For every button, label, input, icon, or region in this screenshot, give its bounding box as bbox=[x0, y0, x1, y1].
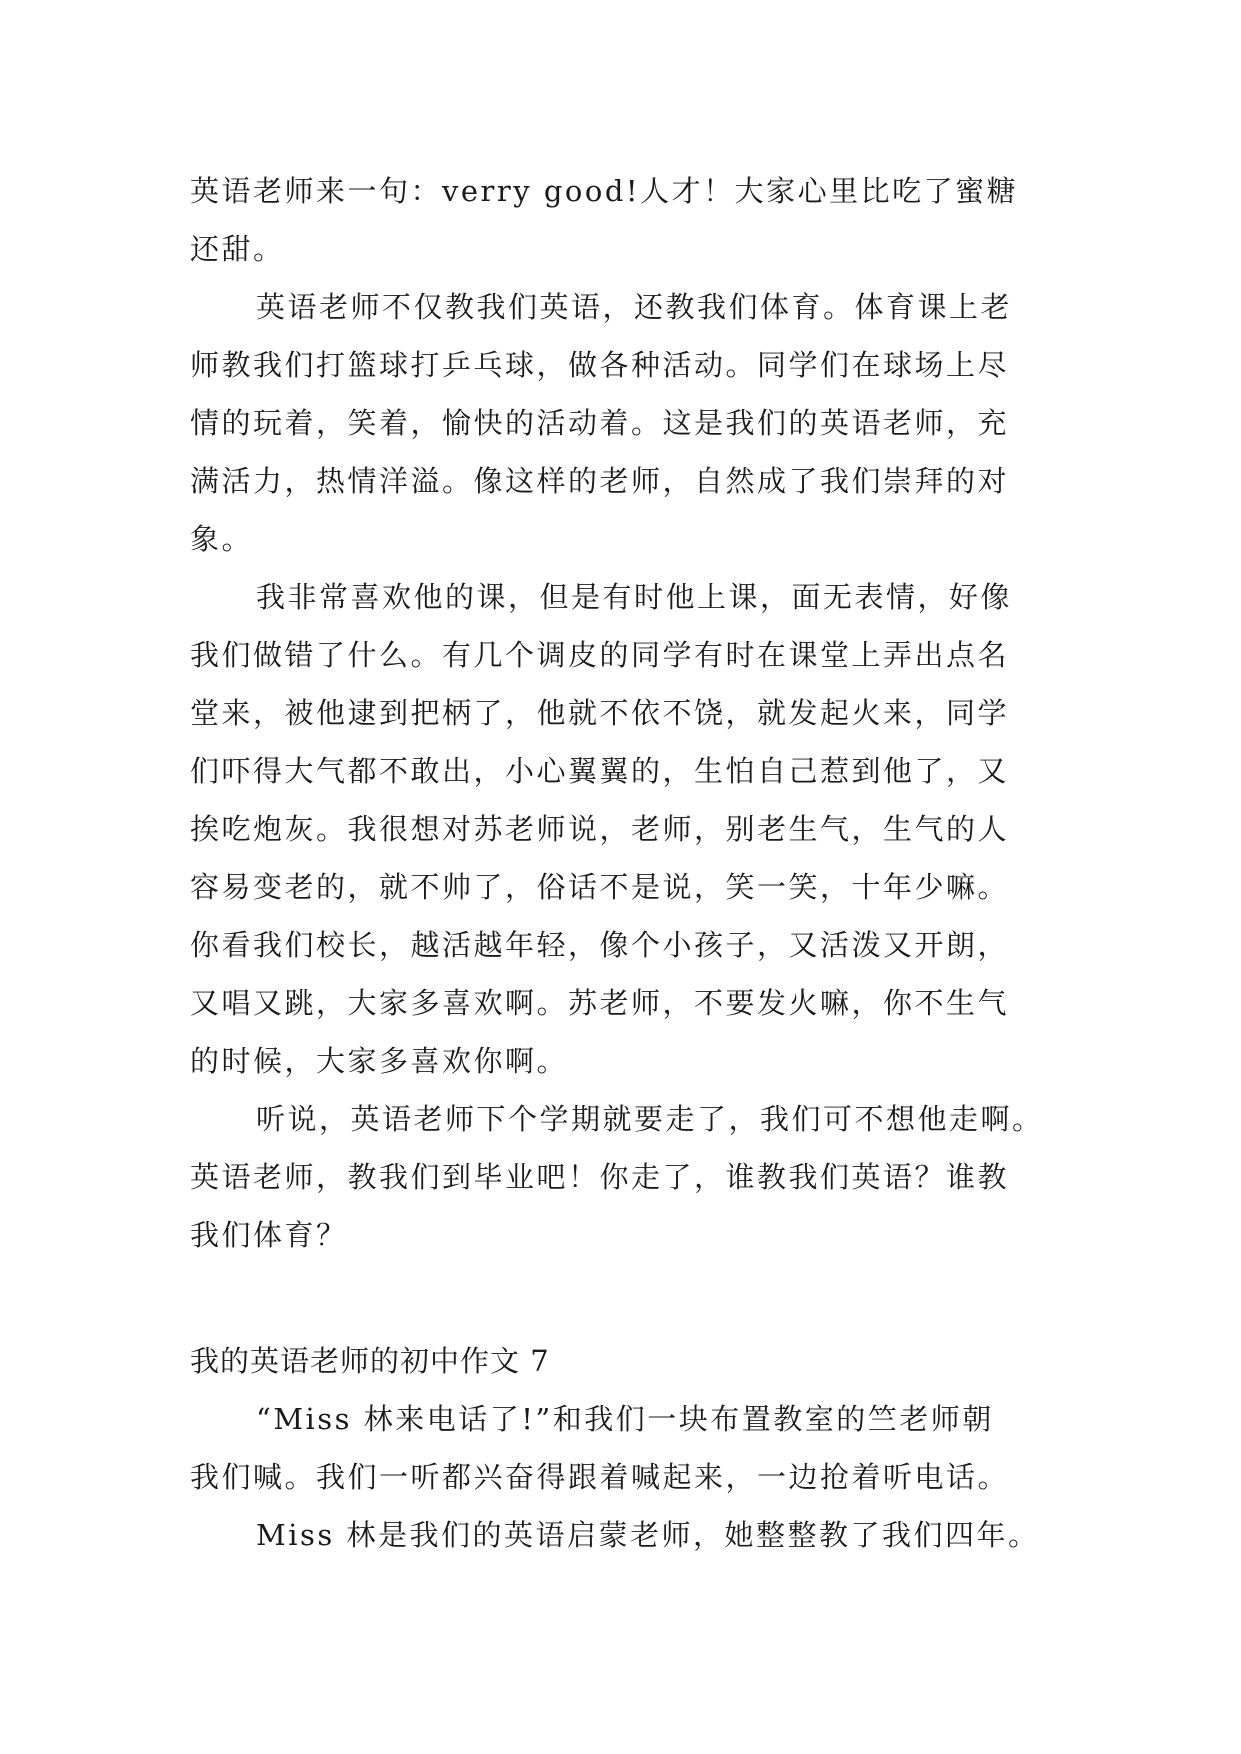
text-line: 英语老师，教我们到毕业吧！你走了，谁教我们英语？谁教 bbox=[190, 1160, 1010, 1194]
text-line: 容易变老的，就不帅了，俗话不是说，笑一笑，十年少嘛。 bbox=[190, 870, 1010, 904]
text-line: 我们喊。我们一听都兴奋得跟着喊起来，一边抢着听电话。 bbox=[190, 1460, 1010, 1494]
section-heading: 我的英语老师的初中作文 7 bbox=[190, 1344, 550, 1378]
text-line: 你看我们校长，越活越年轻，像个小孩子，又活泼又开朗， bbox=[190, 928, 1010, 962]
paragraph-4 bbox=[190, 1090, 1070, 1264]
document-body bbox=[190, 162, 1070, 1564]
text-line: 还甜。 bbox=[190, 232, 285, 266]
paragraph-1 bbox=[190, 162, 1070, 278]
text-line: 听说，英语老师下个学期就要走了，我们可不想他走啊。 bbox=[256, 1102, 1044, 1136]
paragraph-6 bbox=[190, 1506, 1070, 1564]
text-line: 们吓得大气都不敢出，小心翼翼的，生怕自己惹到他了，又 bbox=[190, 754, 1010, 788]
text-line: 的时候，大家多喜欢你啊。 bbox=[190, 1044, 569, 1078]
paragraph-3 bbox=[190, 568, 1070, 1090]
text-line: 情的玩着，笑着，愉快的活动着。这是我们的英语老师，充 bbox=[190, 406, 1010, 440]
text-line: 我非常喜欢他的课，但是有时他上课，面无表情，好像 bbox=[256, 580, 1013, 614]
text-line: 象。 bbox=[190, 522, 254, 556]
section-gap bbox=[190, 1264, 1070, 1322]
text-line: 满活力，热情洋溢。像这样的老师，自然成了我们崇拜的对 bbox=[190, 464, 1010, 498]
text-line: “Miss 林来电话了!”和我们一块布置教室的竺老师朝 bbox=[256, 1402, 994, 1436]
text-line: 我们体育？ bbox=[190, 1218, 348, 1252]
text-line: 又唱又跳，大家多喜欢啊。苏老师，不要发火嘛，你不生气 bbox=[190, 986, 1010, 1020]
text-line: 堂来，被他逮到把柄了，他就不依不饶，就发起火来，同学 bbox=[190, 696, 1010, 730]
text-line: 我们做错了什么。有几个调皮的同学有时在课堂上弄出点名 bbox=[190, 638, 1010, 672]
text-line: Miss 林是我们的英语启蒙老师，她整整教了我们四年。 bbox=[256, 1518, 1040, 1552]
paragraph-5 bbox=[190, 1390, 1070, 1506]
text-line: 挨吃炮灰。我很想对苏老师说，老师，别老生气，生气的人 bbox=[190, 812, 1010, 846]
text-line: 英语老师来一句：verry good!人才！大家心里比吃了蜜糖 bbox=[190, 174, 1019, 208]
text-line: 英语老师不仅教我们英语，还教我们体育。体育课上老 bbox=[256, 290, 1013, 324]
text-line: 师教我们打篮球打乒乓球，做各种活动。同学们在球场上尽 bbox=[190, 348, 1010, 382]
paragraph-2 bbox=[190, 278, 1070, 568]
